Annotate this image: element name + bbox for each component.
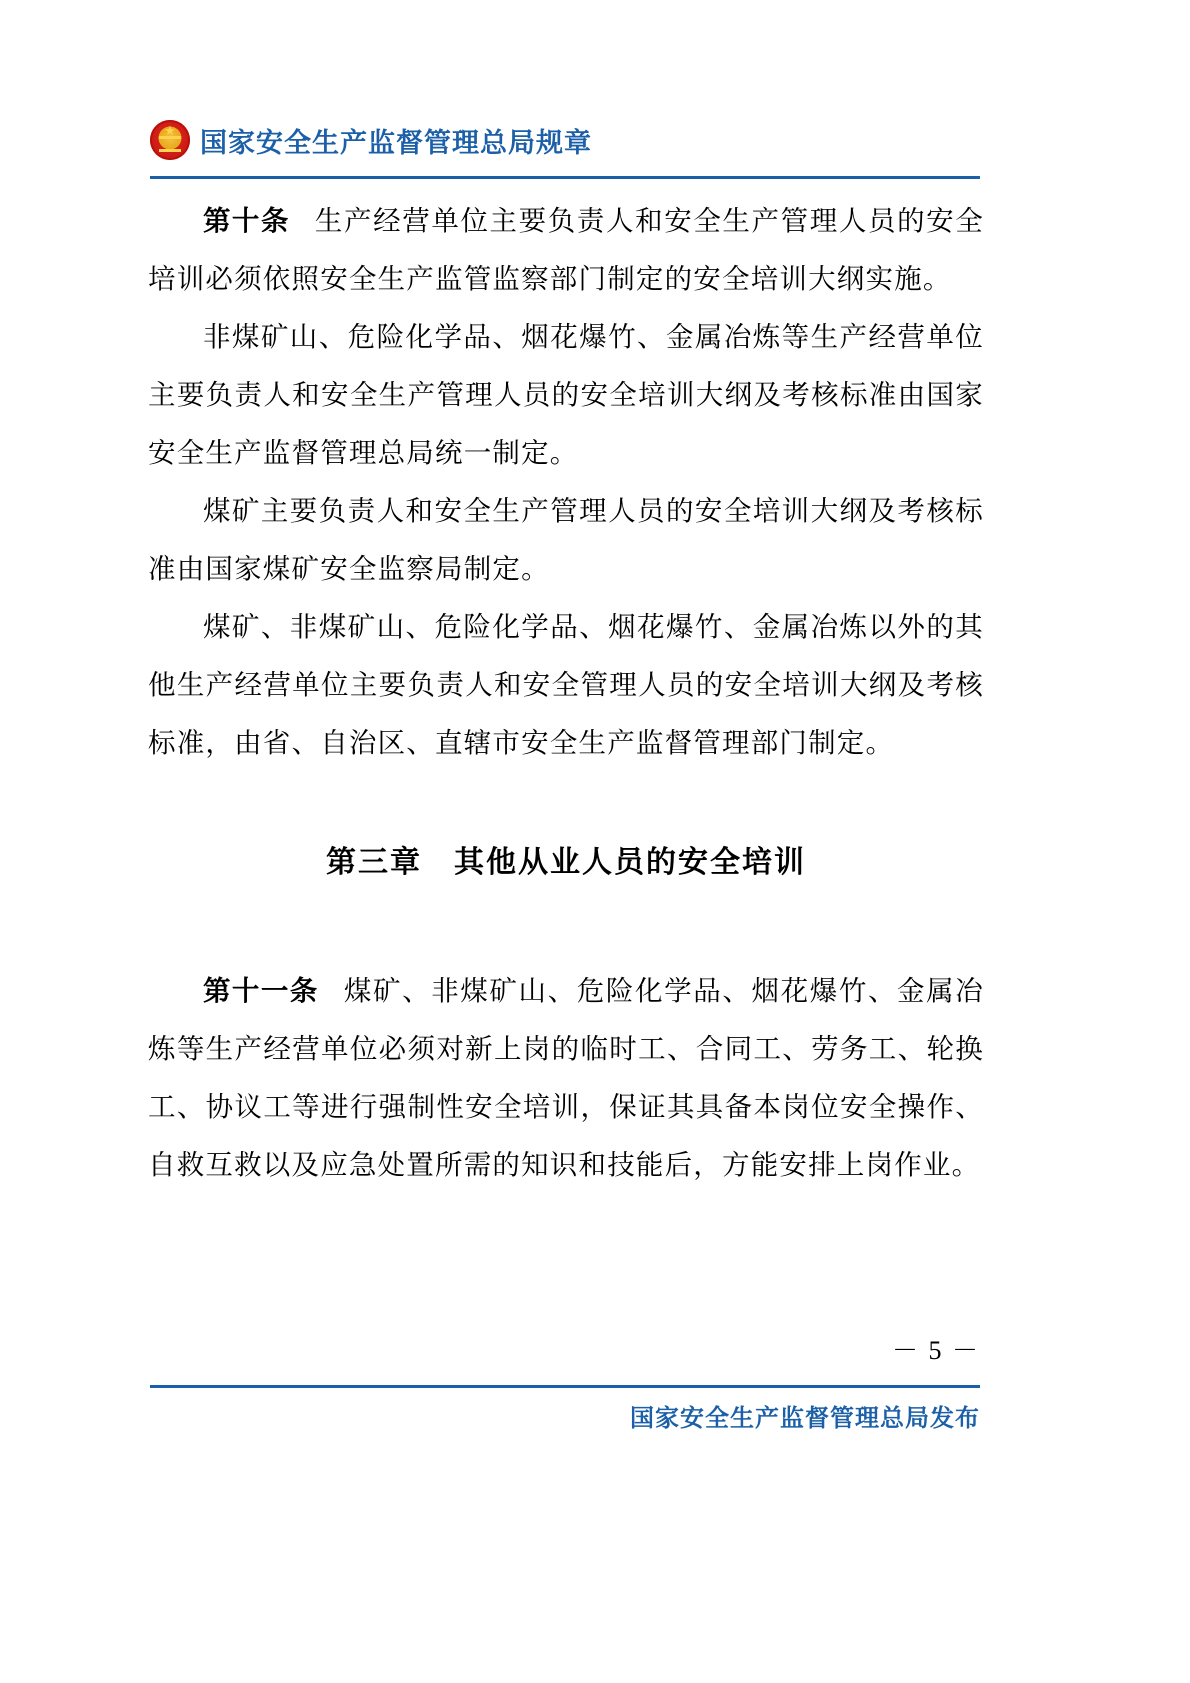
article-label-11: 第十一条: [203, 975, 319, 1006]
paragraph-article-10: [148, 192, 984, 308]
document-body: [148, 192, 984, 1194]
page-header: [150, 110, 980, 170]
chapter-heading: 第三章 其他从业人员的安全培训: [326, 846, 806, 879]
paragraph-text: 煤矿主要负责人和安全生产管理人员的安全培训大纲及考核标准由国家煤矿安全监察局制定。: [148, 495, 984, 584]
header-title: 国家安全生产监督管理总局规章: [200, 127, 592, 158]
header-divider: [150, 176, 980, 179]
paragraph-text: 生产经营单位主要负责人和安全生产管理人员的安全培训必须依照安全生产监管监察部门制定的安全培训大纲实施。: [148, 205, 984, 294]
paragraph-text: 煤矿、非煤矿山、危险化学品、烟花爆竹、金属冶炼等生产经营单位必须对新上岗的临时工、合同工、劳务工、轮换工、协议工等进行强制性安全培训，保证其具备本岗位安全操作、自救互救以及应急处置所需的知识和技能后，方能安排上岗作业。: [148, 975, 984, 1180]
paragraph-article-11: [148, 962, 984, 1194]
paragraph-text: 煤矿、非煤矿山、危险化学品、烟花爆竹、金属冶炼以外的其他生产经营单位主要负责人和安全管理人员的安全培训大纲及考核标准，由省、自治区、直辖市安全生产监督管理部门制定。: [148, 611, 984, 758]
article-label-10: 第十条: [203, 205, 290, 236]
paragraph-text: 非煤矿山、危险化学品、烟花爆竹、金属冶炼等生产经营单位主要负责人和安全生产管理人员的安全培训大纲及考核标准由国家安全生产监督管理总局统一制定。: [148, 321, 984, 468]
footer-issuer: 国家安全生产监督管理总局发布: [630, 1405, 980, 1432]
footer-divider: [150, 1385, 980, 1388]
paragraph-non-coal-mine: [148, 308, 984, 482]
national-emblem-icon: [150, 120, 190, 160]
spacer-above-chapter: [148, 772, 984, 834]
spacer-below-chapter: [148, 892, 984, 962]
paragraph-other-units: [148, 598, 984, 772]
paragraph-coal-mine: [148, 482, 984, 598]
page-number: － 5 －: [891, 1336, 980, 1365]
